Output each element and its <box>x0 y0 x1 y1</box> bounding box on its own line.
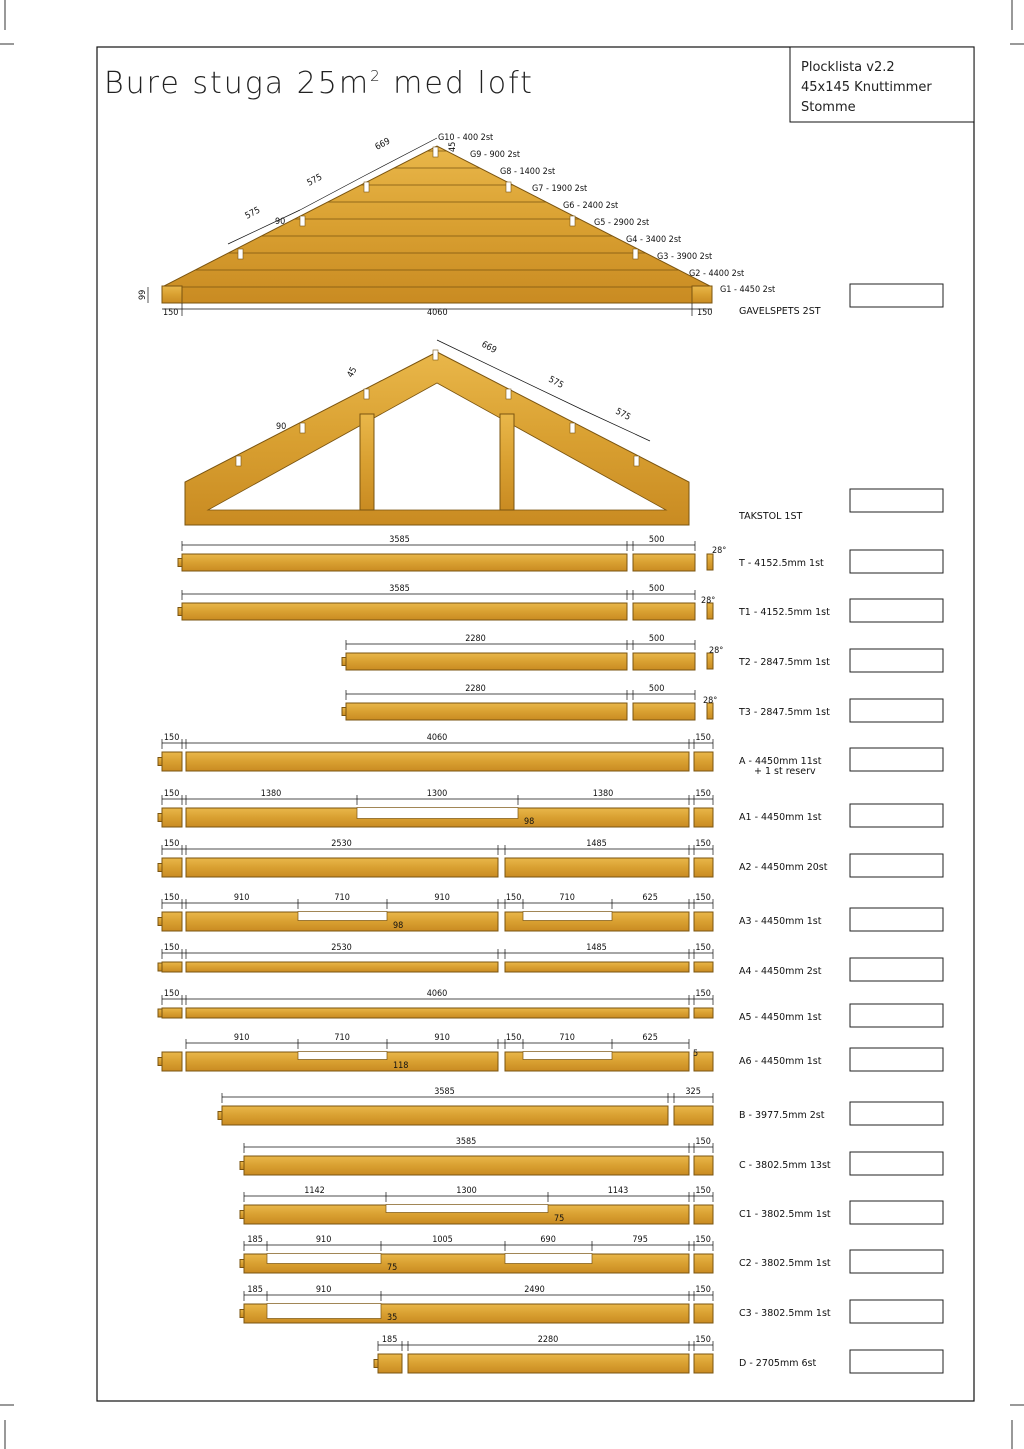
part-checkbox[interactable] <box>850 550 943 573</box>
dimension-label: 2280 <box>465 634 486 644</box>
dimension-label: 1380 <box>260 789 282 799</box>
gable-piece-label-g5: G5 - 2900 2st <box>594 218 650 228</box>
timber-stub <box>218 1112 222 1120</box>
timber-notch <box>386 1205 548 1213</box>
timber-stub <box>158 918 162 926</box>
dimension-label: 150 <box>163 943 180 953</box>
dimension-label: 625 <box>642 1033 658 1043</box>
timber-piece <box>505 962 689 972</box>
part-label: T3 - 2847.5mm 1st <box>739 707 830 718</box>
cut-depth-label: 118 <box>393 1061 409 1071</box>
part-row-a3 <box>158 893 943 931</box>
gable-piece-label-g6: G6 - 2400 2st <box>563 201 619 211</box>
timber-notch <box>357 808 518 819</box>
timber-stub <box>178 559 182 567</box>
gable-piece-label-g9: G9 - 900 2st <box>470 150 521 160</box>
timber-piece <box>505 858 689 877</box>
timber-piece <box>162 1008 182 1018</box>
truss-dim-45: 45 <box>345 365 360 380</box>
truss-dim-669: 669 <box>479 339 498 356</box>
timber-notch <box>523 1052 612 1060</box>
gable-dim-45: 45 <box>448 141 458 152</box>
dimension-label: 150 <box>695 1285 711 1295</box>
timber-piece <box>694 1156 713 1175</box>
dimension-label: 1380 <box>592 789 614 799</box>
dimension-label: 1142 <box>304 1186 325 1196</box>
truss-label: TAKSTOL 1ST <box>739 511 803 522</box>
timber-notch <box>267 1254 381 1264</box>
gable-dim-575b: 575 <box>243 205 263 222</box>
cut-depth-label: 98 <box>393 921 404 931</box>
cut-depth-label: 75 <box>554 1214 565 1224</box>
timber-piece <box>186 962 498 972</box>
part-label: T2 - 2847.5mm 1st <box>739 657 830 668</box>
dimension-label: 150 <box>695 1235 711 1245</box>
timber-piece <box>408 1354 689 1373</box>
gable-piece-label-g1: G1 - 4450 2st <box>720 285 776 295</box>
timber-piece <box>694 752 713 771</box>
timber-piece <box>633 703 695 720</box>
gable-checkbox[interactable] <box>850 284 943 307</box>
dimension-label: 150 <box>163 989 180 999</box>
part-row-c1 <box>240 1186 943 1224</box>
gable-piece-label-g10: G10 - 400 2st <box>438 133 494 143</box>
part-label: C3 - 3802.5mm 1st <box>739 1308 831 1319</box>
timber-piece <box>162 752 182 771</box>
timber-piece <box>182 603 627 620</box>
header-box <box>790 47 974 122</box>
dimension-label: 3585 <box>389 584 410 594</box>
part-label: B - 3977.5mm 2st <box>739 1110 825 1121</box>
dimension-label: 2490 <box>524 1285 545 1295</box>
part-label: D - 2705mm 6st <box>739 1358 817 1369</box>
timber-piece <box>162 1052 182 1071</box>
cut-depth-label: 98 <box>524 817 535 827</box>
gable-piece-label-g7: G7 - 1900 2st <box>532 184 588 194</box>
dimension-label: 625 <box>642 893 658 903</box>
part-label: C1 - 3802.5mm 1st <box>739 1209 831 1220</box>
dimension-label: 795 <box>632 1235 648 1245</box>
timber-stub <box>240 1310 244 1318</box>
part-row-t2 <box>342 634 943 672</box>
timber-piece <box>222 1106 668 1125</box>
dimension-label: 1300 <box>426 789 448 799</box>
part-row-t3 <box>342 684 943 722</box>
part-row-d <box>374 1335 943 1373</box>
part-checkbox[interactable] <box>850 748 943 771</box>
timber-stub <box>178 608 182 616</box>
part-label-note: + 1 st reserv <box>754 766 816 777</box>
gable-dim-669: 669 <box>373 136 393 153</box>
gable-label: GAVELSPETS 2ST <box>739 306 821 317</box>
timber-piece <box>346 653 627 670</box>
dimension-label: 910 <box>233 893 250 903</box>
angle-label: 28° <box>701 596 716 606</box>
part-checkbox[interactable] <box>850 1048 943 1071</box>
dimension-label: 910 <box>434 893 450 903</box>
part-checkbox[interactable] <box>850 1201 943 1224</box>
timber-notch <box>523 912 612 921</box>
timber-stub <box>240 1211 244 1219</box>
part-label: T - 4152.5mm 1st <box>739 558 824 569</box>
timber-stub <box>158 963 162 971</box>
timber-piece <box>694 1008 713 1018</box>
timber-notch <box>267 1304 381 1319</box>
dimension-label: 150 <box>505 1033 522 1043</box>
part-row-a2 <box>158 839 943 877</box>
dimension-label: 3585 <box>389 535 410 545</box>
dimension-label: 910 <box>233 1033 250 1043</box>
dimension-label: 710 <box>334 1033 350 1043</box>
cut-depth-label: 5 <box>693 1049 699 1059</box>
timber-stub <box>158 1058 162 1066</box>
timber-piece <box>162 962 182 972</box>
dimension-label: 500 <box>648 584 665 594</box>
part-checkbox[interactable] <box>850 804 943 827</box>
dimension-label: 4060 <box>426 989 448 999</box>
timber-stub <box>158 814 162 822</box>
part-label: C2 - 3802.5mm 1st <box>739 1258 831 1269</box>
dimension-label: 500 <box>648 634 665 644</box>
timber-piece <box>694 1304 713 1323</box>
truss-dim-90: 90 <box>276 422 287 432</box>
dimension-label: 325 <box>685 1087 701 1097</box>
part-row-t <box>178 535 943 573</box>
dimension-label: 2280 <box>465 684 486 694</box>
part-checkbox[interactable] <box>850 699 943 722</box>
part-row-c <box>240 1137 943 1175</box>
part-row-a1 <box>158 789 943 827</box>
dimension-label: 150 <box>695 943 711 953</box>
truss-dim-575a: 575 <box>546 374 565 391</box>
timber-piece <box>346 703 627 720</box>
angle-label: 28° <box>709 646 724 656</box>
timber-stub <box>158 1009 162 1017</box>
part-label: A4 - 4450mm 2st <box>739 966 822 977</box>
part-label: A5 - 4450mm 1st <box>739 1012 822 1023</box>
gable-dim-left: 150 <box>163 308 179 318</box>
title-superscript: 2 <box>370 67 382 85</box>
timber-piece <box>633 554 695 571</box>
part-checkbox[interactable] <box>850 1350 943 1373</box>
truss-checkbox[interactable] <box>850 489 943 512</box>
dimension-label: 910 <box>315 1235 332 1245</box>
part-checkbox[interactable] <box>850 1004 943 1027</box>
dimension-label: 1485 <box>586 943 607 953</box>
part-checkbox[interactable] <box>850 1250 943 1273</box>
timber-piece <box>633 653 695 670</box>
dimension-label: 710 <box>559 1033 575 1043</box>
miter-end <box>707 554 713 570</box>
dimension-label: 2530 <box>331 943 352 953</box>
gable-dim-90: 90 <box>275 217 286 227</box>
part-checkbox[interactable] <box>850 649 943 672</box>
timber-stub <box>374 1360 378 1368</box>
angle-label: 28° <box>703 696 718 706</box>
dimension-label: 4060 <box>426 733 448 743</box>
truss-drawing <box>185 340 943 525</box>
timber-piece <box>186 1008 689 1018</box>
dimension-label: 150 <box>695 893 711 903</box>
dimension-label: 710 <box>559 893 575 903</box>
cut-depth-label: 75 <box>387 1263 398 1273</box>
part-row-b <box>218 1087 943 1125</box>
part-row-c3 <box>240 1285 943 1323</box>
dimension-label: 150 <box>163 733 180 743</box>
angle-label: 28° <box>712 546 727 556</box>
part-checkbox[interactable] <box>850 1152 943 1175</box>
part-label: A6 - 4450mm 1st <box>739 1056 822 1067</box>
timber-piece <box>186 752 689 771</box>
part-label: T1 - 4152.5mm 1st <box>739 607 830 618</box>
parts-list <box>158 535 943 1373</box>
dimension-label: 150 <box>695 1335 711 1345</box>
timber-stub <box>240 1260 244 1268</box>
gable-piece-label-g2: G2 - 4400 2st <box>689 269 745 279</box>
dimension-label: 150 <box>695 733 711 743</box>
timber-piece <box>694 1205 713 1224</box>
part-label: C - 3802.5mm 13st <box>739 1160 831 1171</box>
header-line3: Stomme <box>801 100 856 115</box>
timber-piece <box>694 808 713 827</box>
part-row-a <box>158 733 943 777</box>
part-label: A2 - 4450mm 20st <box>739 862 828 873</box>
timber-piece <box>694 858 713 877</box>
part-row-a5 <box>158 989 943 1027</box>
gable-drawing <box>138 133 943 318</box>
timber-piece <box>378 1354 402 1373</box>
title-main: Bure stuga 25m <box>104 66 371 101</box>
dimension-label: 1143 <box>607 1186 629 1196</box>
dimension-label: 2280 <box>537 1335 559 1345</box>
dimension-label: 185 <box>247 1235 263 1245</box>
cut-depth-label: 35 <box>387 1313 398 1323</box>
dimension-label: 150 <box>695 789 711 799</box>
dimension-label: 1005 <box>432 1235 453 1245</box>
header-line2: 45x145 Knuttimmer <box>801 80 932 95</box>
part-checkbox[interactable] <box>850 599 943 622</box>
dimension-label: 150 <box>163 789 180 799</box>
page-title <box>104 66 534 101</box>
dimension-label: 150 <box>695 1137 711 1147</box>
dimension-label: 710 <box>334 893 350 903</box>
dimension-label: 910 <box>315 1285 332 1295</box>
dimension-label: 150 <box>695 839 711 849</box>
dimension-label: 185 <box>247 1285 263 1295</box>
timber-stub <box>240 1162 244 1170</box>
timber-piece <box>186 858 498 877</box>
gable-piece-label-g3: G3 - 3900 2st <box>657 252 713 262</box>
timber-piece <box>162 912 182 931</box>
dimension-label: 150 <box>695 1186 711 1196</box>
timber-notch <box>298 1052 387 1060</box>
timber-piece <box>694 912 713 931</box>
title-rest: med loft <box>381 66 534 101</box>
timber-piece <box>694 1254 713 1273</box>
timber-piece <box>633 603 695 620</box>
part-checkbox[interactable] <box>850 1102 943 1125</box>
gable-dim-575a: 575 <box>305 172 325 189</box>
timber-piece <box>244 1156 689 1175</box>
gable-piece-label-g4: G4 - 3400 2st <box>626 235 682 245</box>
gable-dim-right: 150 <box>697 308 713 318</box>
timber-piece <box>162 808 182 827</box>
timber-piece <box>694 962 713 972</box>
part-label: A3 - 4450mm 1st <box>739 916 822 927</box>
timber-notch <box>298 912 387 921</box>
timber-stub <box>342 708 346 716</box>
dimension-label: 150 <box>163 839 180 849</box>
dimension-label: 500 <box>648 684 665 694</box>
timber-stub <box>342 658 346 666</box>
timber-piece <box>182 554 627 571</box>
part-label: A1 - 4450mm 1st <box>739 812 822 823</box>
part-row-c2 <box>240 1235 943 1273</box>
part-row-a4 <box>158 943 943 981</box>
dimension-label: 3585 <box>455 1137 477 1147</box>
dimension-label: 500 <box>648 535 665 545</box>
timber-piece <box>674 1106 713 1125</box>
dimension-label: 185 <box>381 1335 398 1345</box>
gable-dim-height: 99 <box>138 289 148 300</box>
part-checkbox[interactable] <box>850 958 943 981</box>
timber-piece <box>162 858 182 877</box>
dimension-label: 1485 <box>586 839 607 849</box>
dimension-label: 150 <box>163 893 180 903</box>
dimension-label: 2530 <box>331 839 352 849</box>
part-row-a6 <box>158 1033 943 1071</box>
dimension-label: 1300 <box>456 1186 477 1196</box>
part-checkbox[interactable] <box>850 1300 943 1323</box>
truss-dim-575b: 575 <box>613 406 632 423</box>
part-row-t1 <box>178 584 943 622</box>
dimension-label: 150 <box>505 893 522 903</box>
header-line1: Plocklista v2.2 <box>801 60 895 75</box>
gable-dim-mid: 4060 <box>427 308 448 318</box>
timber-notch <box>505 1254 592 1264</box>
dimension-label: 150 <box>695 989 711 999</box>
timber-piece <box>694 1354 713 1373</box>
dimension-label: 3585 <box>434 1087 455 1097</box>
gable-piece-label-g8: G8 - 1400 2st <box>500 167 556 177</box>
timber-stub <box>158 864 162 872</box>
timber-stub <box>158 758 162 766</box>
part-checkbox[interactable] <box>850 908 943 931</box>
part-label: A - 4450mm 11st <box>739 756 822 767</box>
dimension-label: 690 <box>540 1235 556 1245</box>
dimension-label: 910 <box>434 1033 450 1043</box>
part-checkbox[interactable] <box>850 854 943 877</box>
